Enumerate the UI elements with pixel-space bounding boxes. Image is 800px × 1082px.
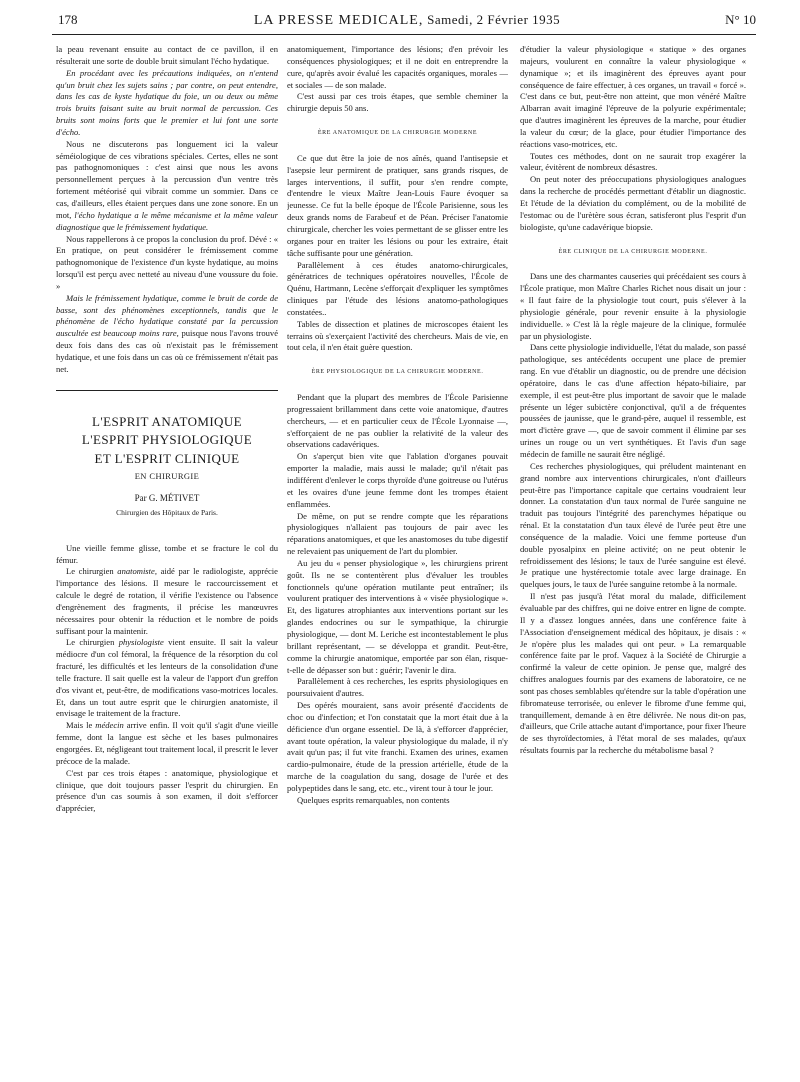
paragraph: Des opérés mouraient, sans avoir présenté d'accidents de choc ou d'infection; et l'on constatait que la mort était due à la déficience d'un organe essentiel. De là, à s'efforcer d'apprécier, avant toute opération, la valeur physiologique du malade, il n'y avait qu'un pas; il fut vite franchi. Examen des urines, examen cardio-pulmonaire, étude de la pression artérielle, étude de la marche de la coagulation du sang, dosage de l'urée et des polypeptides dans le sang, etc. etc., virent tour à tour le jour.: [287, 700, 508, 793]
paragraph: [56, 720, 278, 767]
paragraph: Ces recherches physiologiques, qui préludent maintenant en grand nombre aux interventions chirurgicales, n'ont d'ailleurs peut-être pas l'importance capitale que certains voudraient leur donner. La constatation d'un taux normal de l'urée sanguine ne traduit pas toujours l'intégrité des parenchymes hépatique ou rénal. Et la constatation d'un taux élevé de l'urée peut être une conséquence de la maladie. Voici une femme porteuse d'un double pyosalpinx en pleine activité; on ne peut obtenir le refroidissement des lésions; le taux de l'urée sanguine est élevé. Je pratique une hystérectomie totale avec large drainage. En quelques jours, le taux de l'urée sanguine retombe à la normale.: [520, 460, 746, 590]
paragraph: On s'aperçut bien vite que l'ablation d'organes pouvait emporter la maladie, mais aussi le malade; qu'il n'était pas indifférent d'enlever le corps thyroïde d'une goitreuse ou l'utérus et les ovaires d'une jeune femme dont les trompes étaient enflammées.: [287, 451, 508, 509]
paragraph: Toutes ces méthodes, dont on ne saurait trop exagérer la valeur, évitèrent de nombreux désastres.: [520, 150, 746, 173]
column-1: [56, 44, 278, 1074]
paragraph: Dans cette physiologie individuelle, l'état du malade, son passé pathologique, ses antécédents occupent une place de premier rang. En vue d'établir un diagnostic, ou de prendre une décision opératoire, dans le cas d'une affection hépato-biliaire, par exemple, il est peut-être plus important de savoir que le malade présente un léger subictère conjonctival, qu'il a de fréquentes poussées de jaunisse, que le grand-père, auquel il ressemble, est mort d'ictère grave —, que de savoir comment il élimine par ses urines un rouge ou un vert synthétiques. Et l'avis d'un sage médecin de famille ne saurait être négligé.: [520, 342, 746, 459]
text-run: Mais le frémissement hydatique, comme le bruit de corde de basse, sont des phénomènes exceptionnels, tandis que le phénomène de l'écho hydatique constaté par la percussion auscultée est beaucoup moins rare,: [56, 292, 278, 339]
paragraph: Ce que dut être la joie de nos aînés, quand l'antisepsie et l'asepsie leur permirent de pratiquer, sans grands risques, de larges interventions, il suffit, pour s'en rendre compte, d'entendre le vieux Maître Jean-Louis Faure évoquer sa jeunesse. Ce fut la belle époque de l'École Parisienne, sous les deux grands noms de Farabeuf et de Péan. Préciser l'anatomie chirurgicale, chercher les voies permettant de se glisser entre les organes pour en traiter les lésions ou pour les extraire, était tâche suffisante pour une génération.: [287, 152, 508, 258]
paragraph: Dans une des charmantes causeries qui précédaient ses cours à l'École pratique, mon Maître Charles Richet nous disait un jour : « Il faut faire de la physiologie tout court, puis s'élever à la physiologie générale, pour revenir ensuite à la physiologie individuelle. » C'est là la règle majeure de la clinique, formulée par un physiologiste.: [520, 271, 746, 341]
header-rule: [52, 34, 756, 35]
column-2: [287, 44, 508, 1074]
text-run: l'écho hydatique a le même mécanisme et la même valeur diagnostique que le frémissement hydatique.: [56, 209, 278, 232]
paragraph: d'étudier la valeur physiologique « statique » des organes majeurs, voulurent en connaître la valeur physiologique « dynamique »; et ils imaginèrent des épreuves ayant pour conséquence de faire effectuer, à ces organes, un travail « forcé ». C'est dans ce but, peut-être non atteint, que mon vénéré Maître Albarran avait imaginé l'épreuve de la polyurie expérimentale; que d'autres imaginèrent les épreuves de la marche, pour étudier la valeur du cœur; de la glace, pour étudier l'importance des réactions vaso-motrices, etc.: [520, 44, 746, 149]
column-3: [520, 44, 746, 1074]
text-run: médecin: [95, 720, 124, 731]
article-title: [56, 413, 278, 469]
paragraph: Une vieille femme glisse, tombe et se fracture le col du fémur.: [56, 542, 278, 565]
header-title: [58, 12, 756, 29]
text-run: Le chirurgien: [66, 566, 118, 577]
paragraph: Quelques esprits remarquables, non contents: [297, 794, 450, 805]
paragraph: En procédant avec les précautions indiquées, on n'entend qu'un bruit chez les sujets sains ; par contre, on peut entendre, dans les cas de kyste hydatique du foie, un ou deux ou même trois bruits faisant suite au bruit normal de percussion. Ces bruits sont moins forts que le premier et lui font une sorte d'écho.: [56, 67, 278, 137]
paragraph: Il n'est pas jusqu'à l'état moral du malade, difficilement évaluable par des chiffres, qui ne doive entrer en ligne de compte. Il y a d'assez longues années, dans une conférence faite à l'Association d'enseignement médical des hôpitaux, je disais : « Je n'opère plus les malades qui ont peur. » La remarquable conférence faite par le prof. Vaquez à la Société de Chirurgie a confirmé la valeur de cette opinion. Je pense que, malgré des chiffres analogues fournis par des examens de laboratoire, ce ne sont pas choses semblables qu'étendre sur la table d'opération une fibromateuse terrorisée, ou enlever le fibrome d'une femme qui, tranquillement, demande à en être délivrée. Ne nous dit-on pas, d'ailleurs, que Crile attache autant d'importance, pour fixer l'heure de ses thyroïdectomies, à l'état moral de ses malades, qu'aux résultats fournis par la recherche du métabolisme basal ?: [520, 591, 746, 756]
paragraph: Au jeu du « penser physiologique », les chirurgiens prirent goût. Ils ne se contentèrent plus d'évaluer les troubles fonctionnels qu'une opération mutilante peut entraîner; ils voulurent pratiquer des interventions à « visée physiologique ». Et, des ligatures atrophiantes aux interventions portant sur les glandes endocrines ou sur le sympathique, la chirurgie physiologique, — dont M. Leriche est incontestablement le plus brillant représentant, — se développa et grandit. Peut-être, comme la chirurgie anatomique, emportée par son élan, risque-t-elle de dépasser son but : guérir; l'avenir le dira.: [287, 557, 508, 675]
paragraph: C'est par ces trois étapes : anatomique, physiologique et clinique, que doit toujours passer l'esprit du chirurgien. En présence d'un cas soumis à son examen, il doit s'efforcer d'apprécier,: [56, 767, 278, 814]
paragraph: Parallèlement à ces recherches, les esprits physiologiques en poursuivaient d'autres.: [287, 676, 508, 699]
section-heading: ÈRE CLINIQUE DE LA CHIRURGIE MODERNE.: [558, 248, 708, 255]
paragraph: On peut noter des préoccupations physiologiques analogues dans la recherche de procédés permettant d'établir un diagnostic. Et l'étude de la déviation du complément, ou de la mobilité de l'estomac ou de l'urètère sous écran, satisferont plus l'esprit d'un biologiste, qu'une cadavérique biopsie.: [520, 174, 746, 232]
paragraph: C'est aussi par ces trois étapes, que semble cheminer la chirurgie depuis 50 ans.: [287, 91, 508, 114]
text-run: vient ensuite. Il sait la valeur médiocre d'un col fémoral, la fréquence de la résorption du col fracturé, les difficultés et les lenteurs de la consolidation d'une telle fracture. Il sait quelle est la valeur de l'apport d'un greffon d'os vivant et, peut-être, de modifications vaso-motrices locales. Et, dans un tout autre esprit que le chirurgien anatomiste, il envisage le traitement de la fracture.: [56, 637, 278, 719]
page-number: 178: [58, 12, 78, 27]
text-run: , aidé par le radiologiste, apprécie l'importance des lésions. Il mesure le raccourcissement et calcule le degré de rotation, il vérifie l'existence ou l'absence d'engrènement des fragments, il précise les manœuvres nécessaires pour obtenir la réduction et le nombre de poids suffisant pour la maintenir.: [56, 566, 278, 636]
page-header: [58, 12, 756, 32]
section-heading: ÈRE PHYSIOLOGIQUE DE LA CHIRURGIE MODERNE.: [311, 369, 484, 376]
article-author: Par G. MÉTIVET: [134, 492, 200, 503]
text-run: anatomiste: [117, 566, 155, 577]
paragraph: Tables de dissection et platines de microscopes étaient les terrains où s'exerçaient l'activité des chercheurs. Mais de vie, en tout cela, il n'en était guère question.: [287, 318, 508, 353]
text-run: Le chirurgien: [66, 637, 119, 648]
article-title-line: ET L'ESPRIT CLINIQUE: [94, 450, 240, 466]
paragraph: anatomiquement, l'importance des lésions; d'en prévoir les conséquences physiologiques; et il ne doit en entreprendre la cure, qu'après avoir évalué les capacités organiques, morales — et sociales — de son malade.: [287, 44, 508, 90]
issue-number: N° 10: [725, 12, 756, 27]
text-run: puisque nous l'avons trouvé deux fois dans des cas où n'existait pas le frémissement hydatique, et une fois dans un cas où ce frémissement n'était pas net.: [56, 328, 278, 374]
section-heading: ÈRE ANATOMIQUE DE LA CHIRURGIE MODERNE: [317, 130, 478, 137]
publication-name: LA PRESSE MEDICALE,: [253, 13, 424, 28]
paragraph: De même, on put se rendre compte que les réparations physiologiques n'allaient pas toujours de pair avec les réparations anatomiques, et que les anastomoses du tube digestif ne relevaient pas uniquement de l'art du plombier.: [287, 510, 508, 557]
paragraph: Nous rappellerons à ce propos la conclusion du prof. Dévé : « En pratique, on peut considérer le frémissement comme pathognomonique de l'existence d'un kyste hydatique, au moins lorsqu'il est perçu avec netteté au niveau d'une voussure du foie. »: [56, 233, 278, 291]
article-title-line: L'ESPRIT ANATOMIQUE: [92, 413, 242, 429]
paragraph: Pendant que la plupart des membres de l'École Parisienne progressaient brillamment dans cette voie anatomique, d'autres chercheurs, — et en particulier ceux de l'École Lyonnaise —, s'efforçaient de ne pas oublier la relativité de la valeur des observations cadavériques.: [287, 392, 508, 450]
paragraph: [56, 566, 278, 637]
paragraph: la peau revenant ensuite au contact de ce pavillon, il en résulterait une sorte de double bruit simulant l'écho hydatique.: [56, 44, 278, 66]
article-title-line: L'ESPRIT PHYSIOLOGIQUE: [81, 432, 253, 448]
text-run: arrive enfin. Il voit qu'il s'agit d'une vieille femme, dont la langue est sèche et les bases pulmonaires engorgées. Et, négligeant tout traitement local, il prescrit le lever précoce de la malade.: [56, 720, 278, 766]
text-run: physiologiste: [118, 637, 164, 648]
paragraph: Parallèlement à ces études anatomo-chirurgicales, génératrices de techniques opératoires nouvelles, l'École de Quénu, Hartmann, Lecène s'efforçait d'expliquer les symptômes cliniques par l'étude des lésions anatomo-pathologiques constatées..: [287, 259, 508, 317]
author-affiliation: Chirurgien des Hôpitaux de Paris.: [116, 507, 218, 517]
paragraph: [56, 139, 278, 234]
issue-date: Samedi, 2 Février 1935: [427, 12, 561, 27]
article-divider: [56, 390, 278, 391]
paragraph: [56, 293, 278, 376]
article-subtitle: EN CHIRURGIE: [134, 471, 200, 482]
text-run: Mais le: [66, 720, 96, 731]
text-run: Nous ne discuterons pas longuement ici la valeur séméiologique de ces vibrations spéciales. Certes, elles ne sont pas pathognomoniques : c'est ainsi que nous les avons personnellement perçues à la percussion d'un ventre très fortement météorisé qui vibrait comme un sommier. Dans ce cas, d'ailleurs, elles étaient perçues dans une zone sonore. En un mot,: [56, 138, 278, 220]
paragraph: [56, 637, 278, 720]
